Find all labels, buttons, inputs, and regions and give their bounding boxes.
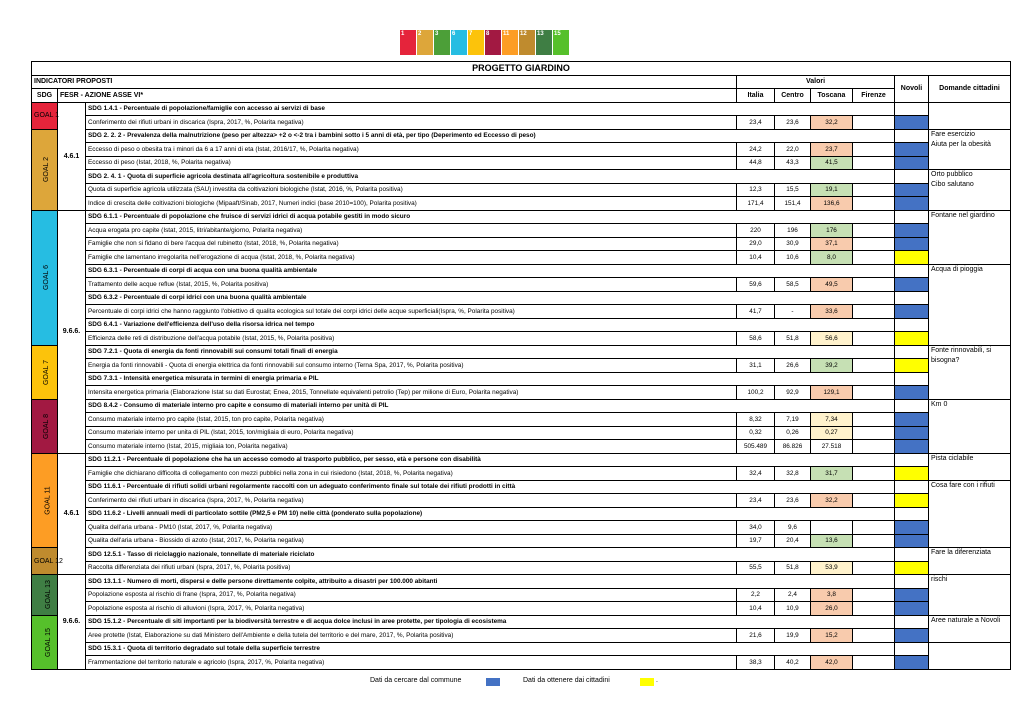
value-italia: 24,2 xyxy=(737,143,775,157)
novoli-cell xyxy=(895,264,929,278)
novoli-cell xyxy=(895,116,929,130)
value-firenze xyxy=(853,332,895,346)
indicator-label: Conferimento dei rifiuti urbani in discarica (Ispra, 2017, %, Polarita negativa) xyxy=(86,494,737,508)
value-italia: 12,3 xyxy=(737,183,775,197)
novoli-cell xyxy=(895,102,929,116)
value-toscana: 176 xyxy=(811,224,853,238)
goal-label: GOAL 15 xyxy=(44,627,52,657)
value-centro: 23,6 xyxy=(775,494,811,508)
sdg-target-row xyxy=(32,264,1011,278)
value-italia: 21,6 xyxy=(737,629,775,643)
indicator-row xyxy=(32,237,1011,251)
value-centro: 86.826 xyxy=(775,440,811,454)
goal-label: GOAL 7 xyxy=(43,359,51,385)
legend-yellow-swatch xyxy=(640,678,654,686)
value-centro: 23,6 xyxy=(775,116,811,130)
value-italia: 10,4 xyxy=(737,251,775,265)
indicator-label: Frammentazione del territorio naturale e agricolo (Ispra, 2017, %, Polarita negativa) xyxy=(86,656,737,670)
value-firenze xyxy=(853,386,895,400)
fesr-action-cell: 9.6.6. xyxy=(58,575,86,670)
indicator-label: Eccesso di peso o obesita tra i minori da 6 a 17 anni di eta (Istat, 2016/17, %, Polarita negativa) xyxy=(86,143,737,157)
novoli-cell xyxy=(895,561,929,575)
sdg-target-row xyxy=(32,615,1011,629)
sdg-target-row xyxy=(32,102,1011,116)
sdg-target-label: SDG 2. 4. 1 - Quota di superficie agricola destinata all'agricoltura sostenibile e produttiva xyxy=(86,170,895,184)
value-firenze xyxy=(853,467,895,481)
fesr-action-cell: 4.6.1 xyxy=(58,102,86,210)
goal-cell-g13 xyxy=(32,575,58,616)
sdg-tile-13: 13 xyxy=(536,30,552,55)
novoli-cell xyxy=(895,602,929,616)
indicator-label: Energia da fonti rinnovabili - Quota di energia elettrica da fonti rinnovabili sul consumo interno (Terna Spa, 2017, %, Polarita positiva) xyxy=(86,359,737,373)
novoli-cell xyxy=(895,345,929,359)
goal-cell-g2 xyxy=(32,129,58,210)
domanda-cittadini-cell: Fonte rinnovabili, si bisogna? xyxy=(929,345,1011,399)
novoli-cell xyxy=(895,372,929,386)
value-centro: 20,4 xyxy=(775,534,811,548)
novoli-cell xyxy=(895,251,929,265)
novoli-cell xyxy=(895,210,929,224)
domanda-cittadini-cell: Fontane nel giardino xyxy=(929,210,1011,264)
value-italia: 34,0 xyxy=(737,521,775,535)
novoli-cell xyxy=(895,399,929,413)
fesr-action-cell: 4.6.1 xyxy=(58,453,86,575)
indicator-label: Popolazione esposta al rischio di frane (Ispra, 2017, %, Polarita negativa) xyxy=(86,588,737,602)
indicator-label: Qualita dell'aria urbana - PM10 (Istat, 2017, %, Polarita negativa) xyxy=(86,521,737,535)
goal-cell-g8 xyxy=(32,399,58,453)
value-italia: 38,3 xyxy=(737,656,775,670)
table-title: PROGETTO GIARDINO xyxy=(32,62,1011,76)
value-firenze xyxy=(853,278,895,292)
novoli-cell xyxy=(895,521,929,535)
novoli-cell xyxy=(895,305,929,319)
novoli-cell xyxy=(895,453,929,467)
sdg-target-label: SDG 15.1.2 - Percentuale di siti importanti per la biodiversità terrestre e di acqua dolce inclusi in aree protette, per tipologia di ecosistema xyxy=(86,615,895,629)
value-italia: 505.489 xyxy=(737,440,775,454)
value-firenze xyxy=(853,116,895,130)
domanda-cittadini-cell: Fare esercizio Aiuta per la obesità xyxy=(929,129,1011,170)
value-centro: 10,9 xyxy=(775,602,811,616)
indicator-label: Quota di superficie agricola utilizzata (SAU) investita da coltivazioni biologiche (Istat, 2016, %, Polarita positiva) xyxy=(86,183,737,197)
value-toscana: 37,1 xyxy=(811,237,853,251)
novoli-cell xyxy=(895,156,929,170)
indicator-row xyxy=(32,224,1011,238)
indicator-label: Famiglie che non si fidano di bere l'acqua del rubinetto (Istat, 2018, %, Polarita negativa) xyxy=(86,237,737,251)
value-firenze xyxy=(853,561,895,575)
novoli-cell xyxy=(895,413,929,427)
header-firenze: Firenze xyxy=(853,89,895,103)
sdg-target-label: SDG 6.1.1 - Percentuale di popolazione che fruisce di servizi idrici di acqua potabile gestiti in modo sicuro xyxy=(86,210,895,224)
novoli-cell xyxy=(895,467,929,481)
value-italia: 44,8 xyxy=(737,156,775,170)
value-centro: 43,3 xyxy=(775,156,811,170)
indicator-row xyxy=(32,332,1011,346)
header-novoli: Novoli xyxy=(895,75,929,102)
value-firenze xyxy=(853,156,895,170)
value-firenze xyxy=(853,534,895,548)
value-centro: 151,4 xyxy=(775,197,811,211)
sdg-tile-11: 11 xyxy=(502,30,518,55)
domanda-cittadini-cell: rischi xyxy=(929,575,1011,616)
value-firenze xyxy=(853,359,895,373)
indicator-label: Consumo materiale interno pro capite (Istat, 2015, ton pro capite, Polarita negativa) xyxy=(86,413,737,427)
value-toscana: 33,6 xyxy=(811,305,853,319)
sdg-target-label: SDG 8.4.2 - Consumo di materiale interno pro capite e consumo di materiali interno per unità di PIL xyxy=(86,399,895,413)
value-toscana: 56,6 xyxy=(811,332,853,346)
novoli-cell xyxy=(895,332,929,346)
value-centro: 58,5 xyxy=(775,278,811,292)
novoli-cell xyxy=(895,575,929,589)
goal-label: GOAL 13 xyxy=(44,580,52,610)
value-centro: 51,8 xyxy=(775,561,811,575)
value-centro: 15,5 xyxy=(775,183,811,197)
value-italia: 23,4 xyxy=(737,494,775,508)
sdg-target-row xyxy=(32,507,1011,521)
sdg-target-row xyxy=(32,642,1011,656)
value-firenze xyxy=(853,656,895,670)
novoli-cell xyxy=(895,278,929,292)
sdg-target-row xyxy=(32,399,1011,413)
indicator-row xyxy=(32,440,1011,454)
header-toscana: Toscana xyxy=(811,89,853,103)
value-centro: 51,8 xyxy=(775,332,811,346)
indicator-label: Efficienza delle reti di distribuzione dell'acqua potabile (Istat, 2015, %, Polarita positiva) xyxy=(86,332,737,346)
novoli-cell xyxy=(895,548,929,562)
goal-label: GOAL 11 xyxy=(44,486,52,515)
goal-cell-g11 xyxy=(32,453,58,548)
value-firenze xyxy=(853,224,895,238)
novoli-cell xyxy=(895,426,929,440)
novoli-cell xyxy=(895,615,929,629)
goal-label: GOAL 12 xyxy=(34,557,63,565)
indicator-label: Consumo materiale interno per unita di PIL (Istat, 2015, ton/migliaia di euro, Polarita negativa) xyxy=(86,426,737,440)
sdg-icons-strip xyxy=(400,30,569,55)
value-italia: 8,32 xyxy=(737,413,775,427)
value-toscana: 49,5 xyxy=(811,278,853,292)
value-centro: 26,6 xyxy=(775,359,811,373)
value-italia: 2,2 xyxy=(737,588,775,602)
value-centro: 40,2 xyxy=(775,656,811,670)
sdg-target-row xyxy=(32,345,1011,359)
indicator-row xyxy=(32,116,1011,130)
indicator-label: Raccolta differenziata dei rifiuti urbani (Ispra, 2017, %, Polarita positiva) xyxy=(86,561,737,575)
value-toscana: 27.518 xyxy=(811,440,853,454)
value-centro: 30,9 xyxy=(775,237,811,251)
value-toscana: 8,0 xyxy=(811,251,853,265)
sdg-target-label: SDG 11.6.2 - Livelli annuali medi di particolato sottile (PM2,5 e PM 10) nelle città (ponderato sulla popolazione) xyxy=(86,507,895,521)
indicator-label: Indice di crescita delle coltivazioni biologiche (Mipaaft/Sinab, 2017, Numeri indici (base 2010=100), Polarita positiva) xyxy=(86,197,737,211)
value-centro: 0,26 xyxy=(775,426,811,440)
value-toscana: 53,9 xyxy=(811,561,853,575)
sdg-target-row xyxy=(32,129,1011,143)
value-firenze xyxy=(853,251,895,265)
indicator-row xyxy=(32,413,1011,427)
value-centro: 196 xyxy=(775,224,811,238)
goal-cell-g15 xyxy=(32,615,58,669)
sdg-tile-12: 12 xyxy=(519,30,535,55)
value-italia: 31,1 xyxy=(737,359,775,373)
sdg-tile-8: 8 xyxy=(485,30,501,55)
legend-blue-swatch xyxy=(486,678,500,686)
novoli-cell xyxy=(895,237,929,251)
value-italia: 29,0 xyxy=(737,237,775,251)
value-centro: - xyxy=(775,305,811,319)
domanda-cittadini-cell xyxy=(929,642,1011,669)
indicator-row xyxy=(32,588,1011,602)
novoli-cell xyxy=(895,170,929,184)
indicator-label: Acqua erogata pro capite (Istat, 2015, litri/abitante/giorno, Polarita negativa) xyxy=(86,224,737,238)
value-toscana: 42,0 xyxy=(811,656,853,670)
header-domande: Domande cittadini xyxy=(929,75,1011,102)
sdg-tile-1: 1 xyxy=(400,30,416,55)
sdg-target-row xyxy=(32,372,1011,386)
legend-cittadini-label: Dati da ottenere dai cittadini xyxy=(523,677,610,684)
sdg-tile-15: 15 xyxy=(553,30,569,55)
novoli-cell xyxy=(895,197,929,211)
value-italia: 220 xyxy=(737,224,775,238)
indicator-row xyxy=(32,467,1011,481)
indicator-row xyxy=(32,521,1011,535)
indicator-row xyxy=(32,197,1011,211)
value-toscana: 23,7 xyxy=(811,143,853,157)
value-centro: 2,4 xyxy=(775,588,811,602)
indicator-row xyxy=(32,426,1011,440)
value-italia: 55,5 xyxy=(737,561,775,575)
value-toscana: 41,5 xyxy=(811,156,853,170)
value-firenze xyxy=(853,426,895,440)
novoli-cell xyxy=(895,359,929,373)
sdg-target-row xyxy=(32,210,1011,224)
value-toscana: 7,34 xyxy=(811,413,853,427)
sdg-target-row xyxy=(32,170,1011,184)
domanda-cittadini-cell: Acqua di pioggia xyxy=(929,264,1011,345)
sdg-target-row xyxy=(32,318,1011,332)
header-fesr: FESR - AZIONE ASSE VI* xyxy=(58,89,737,103)
domanda-cittadini-cell: Cosa fare con i rifiuti xyxy=(929,480,1011,548)
indicator-label: Intensita energetica primaria (Elaborazione Istat su dati Eurostat; Enea, 2015, Tonnellate equivalenti petrolio (Tep) per milione di Euro, Polarita negativa) xyxy=(86,386,737,400)
indicator-row xyxy=(32,359,1011,373)
indicator-row xyxy=(32,629,1011,643)
value-centro: 10,6 xyxy=(775,251,811,265)
value-toscana: 31,7 xyxy=(811,467,853,481)
indicator-row xyxy=(32,602,1011,616)
value-toscana: 32,2 xyxy=(811,116,853,130)
novoli-cell xyxy=(895,629,929,643)
value-toscana: 13,6 xyxy=(811,534,853,548)
novoli-cell xyxy=(895,656,929,670)
novoli-cell xyxy=(895,494,929,508)
legend-dot: . xyxy=(656,677,658,684)
domanda-cittadini-cell: Pista ciclabile xyxy=(929,453,1011,480)
value-toscana: 0,27 xyxy=(811,426,853,440)
indicator-label: Popolazione esposta al rischio di alluvioni (Ispra, 2017, %, Polarita negativa) xyxy=(86,602,737,616)
goal-cell-g7 xyxy=(32,345,58,399)
value-toscana: 32,2 xyxy=(811,494,853,508)
value-italia: 59,6 xyxy=(737,278,775,292)
sdg-target-label: SDG 11.6.1 - Percentuale di rifiuti solidi urbani regolarmente raccolti con un adeguato conferimento finale sul totale dei rifiuti prodotti in città xyxy=(86,480,895,494)
indicators-table xyxy=(31,61,1011,670)
indicator-label: Aree protette (Istat, Elaborazione su dati Ministero dell'Ambiente e della tutela del territorio e del mare, 2017, %, Polarita positiva) xyxy=(86,629,737,643)
value-italia: 19,7 xyxy=(737,534,775,548)
indicator-row xyxy=(32,305,1011,319)
indicator-row xyxy=(32,278,1011,292)
value-toscana: 39,2 xyxy=(811,359,853,373)
indicator-row xyxy=(32,561,1011,575)
value-toscana: 15,2 xyxy=(811,629,853,643)
value-centro: 9,6 xyxy=(775,521,811,535)
sdg-target-row xyxy=(32,480,1011,494)
indicator-label: Trattamento delle acque reflue (Istat, 2015, %, Polarita positiva) xyxy=(86,278,737,292)
indicator-row xyxy=(32,251,1011,265)
novoli-cell xyxy=(895,588,929,602)
indicator-label: Qualita dell'aria urbana - Biossido di azoto (Istat, 2017, %, Polarita negativa) xyxy=(86,534,737,548)
sdg-target-row xyxy=(32,291,1011,305)
value-italia: 23,4 xyxy=(737,116,775,130)
value-italia: 171,4 xyxy=(737,197,775,211)
indicator-label: Conferimento dei rifiuti urbani in discarica (Ispra, 2017, %, Polarita negativa) xyxy=(86,116,737,130)
value-toscana: 19,1 xyxy=(811,183,853,197)
value-centro: 7,19 xyxy=(775,413,811,427)
sdg-target-label: SDG 12.5.1 - Tasso di riciclaggio nazionale, tonnellate di materiale riciclato xyxy=(86,548,895,562)
value-firenze xyxy=(853,183,895,197)
novoli-cell xyxy=(895,143,929,157)
indicator-row xyxy=(32,143,1011,157)
value-centro: 92,9 xyxy=(775,386,811,400)
novoli-cell xyxy=(895,480,929,494)
indicator-row xyxy=(32,156,1011,170)
domanda-cittadini-cell: Fare la diferenziata xyxy=(929,548,1011,575)
value-centro: 22,0 xyxy=(775,143,811,157)
novoli-cell xyxy=(895,534,929,548)
goal-label: GOAL 6 xyxy=(43,264,51,291)
sdg-target-label: SDG 6.4.1 - Variazione dell'efficienza dell'uso della risorsa idrica nel tempo xyxy=(86,318,895,332)
sdg-target-label: SDG 13.1.1 - Numero di morti, dispersi e delle persone direttamente colpite, attribuito a disastri per 100.000 abitanti xyxy=(86,575,895,589)
sdg-target-label: SDG 2. 2. 2 - Prevalenza della malnutrizione (peso per altezza> +2 o <-2 tra i bambini sotto i 5 anni di età, per tipo (Deperimento ed Eccesso di peso) xyxy=(86,129,895,143)
novoli-cell xyxy=(895,386,929,400)
goal-cell-g1 xyxy=(32,102,58,129)
value-firenze xyxy=(853,602,895,616)
sdg-target-label: SDG 7.2.1 - Quota di energia da fonti rinnovabili sui consumi totali finali di energia xyxy=(86,345,895,359)
value-italia: 32,4 xyxy=(737,467,775,481)
value-toscana: 129,1 xyxy=(811,386,853,400)
sdg-target-label: SDG 7.3.1 - Intensità energetica misurata in termini di energia primaria e PIL xyxy=(86,372,895,386)
sdg-target-label: SDG 1.4.1 - Percentuale di popolazione/famiglie con accesso ai servizi di base xyxy=(86,102,895,116)
value-italia: 100,2 xyxy=(737,386,775,400)
sdg-target-row xyxy=(32,575,1011,589)
value-toscana: 136,6 xyxy=(811,197,853,211)
goal-cell-g6 xyxy=(32,210,58,345)
domanda-cittadini-cell xyxy=(929,102,1011,129)
goal-label: GOAL 2 xyxy=(43,156,51,183)
sdg-tile-2: 2 xyxy=(417,30,433,55)
goal-label: GOAL 1 xyxy=(34,112,60,119)
goal-cell-g12 xyxy=(32,548,63,575)
sdg-target-label: SDG 11.2.1 - Percentuale di popolazione che ha un accesso comodo al trasporto pubblico, per sesso, età e persone con disabilità xyxy=(86,453,895,467)
sdg-tile-7: 7 xyxy=(468,30,484,55)
novoli-cell xyxy=(895,183,929,197)
value-firenze xyxy=(853,521,895,535)
value-toscana: 3,8 xyxy=(811,588,853,602)
novoli-cell xyxy=(895,507,929,521)
sdg-target-label: SDG 6.3.1 - Percentuale di corpi di acqua con una buona qualità ambientale xyxy=(86,264,895,278)
indicator-label: Famiglie che dichiarano difficolta di collegamento con mezzi pubblici nella zona in cui risiedono (Istat, 2018, %, Polarita negativa) xyxy=(86,467,737,481)
goal-label: GOAL 8 xyxy=(43,413,51,439)
value-firenze xyxy=(853,494,895,508)
header-sdg: SDG xyxy=(32,89,58,103)
value-firenze xyxy=(853,197,895,211)
novoli-cell xyxy=(895,291,929,305)
indicator-label: Consumo materiale interno (Istat, 2015, migliaia ton, Polarita negativa) xyxy=(86,440,737,454)
value-firenze xyxy=(853,305,895,319)
domanda-cittadini-cell: Orto pubblico Cibo salutano xyxy=(929,170,1011,211)
value-italia: 0,32 xyxy=(737,426,775,440)
header-italia: Italia xyxy=(737,89,775,103)
value-toscana xyxy=(811,521,853,535)
novoli-cell xyxy=(895,129,929,143)
header-valori: Valori xyxy=(737,75,895,89)
indicator-label: Eccesso di peso (Istat, 2018, %, Polarita negativa) xyxy=(86,156,737,170)
value-centro: 32,8 xyxy=(775,467,811,481)
header-centro: Centro xyxy=(775,89,811,103)
value-firenze xyxy=(853,413,895,427)
indicator-row xyxy=(32,494,1011,508)
value-italia: 41,7 xyxy=(737,305,775,319)
indicator-label: Famiglie che lamentano irregolarita nell'erogazione di acqua (Istat, 2018, %, Polarita negativa) xyxy=(86,251,737,265)
legend-comune-label: Dati da cercare dal commune xyxy=(370,677,462,684)
indicator-row xyxy=(32,534,1011,548)
value-firenze xyxy=(853,143,895,157)
value-toscana: 26,0 xyxy=(811,602,853,616)
sdg-tile-6: 6 xyxy=(451,30,467,55)
indicator-row xyxy=(32,386,1011,400)
novoli-cell xyxy=(895,440,929,454)
value-centro: 19,9 xyxy=(775,629,811,643)
sdg-tile-3: 3 xyxy=(434,30,450,55)
sdg-target-row xyxy=(32,548,1011,562)
novoli-cell xyxy=(895,318,929,332)
indicator-row xyxy=(32,656,1011,670)
indicator-row xyxy=(32,183,1011,197)
value-firenze xyxy=(853,237,895,251)
fesr-action-cell: 9.6.6. xyxy=(58,210,86,453)
value-italia: 58,6 xyxy=(737,332,775,346)
sdg-target-label: SDG 15.3.1 - Quota di territorio degradato sul totale della superficie terrestre xyxy=(86,642,895,656)
value-firenze xyxy=(853,629,895,643)
sdg-target-label: SDG 6.3.2 - Percentuale di corpi idrici con una buona qualità ambientale xyxy=(86,291,895,305)
domanda-cittadini-cell: Aree naturale a Novoli xyxy=(929,615,1011,642)
novoli-cell xyxy=(895,224,929,238)
indicator-label: Percentuale di corpi idrici che hanno raggiunto l'obiettivo di qualita ecologica sul totale dei corpi idrici delle acque superficiali(Ispra, %, Polarita positiva) xyxy=(86,305,737,319)
value-italia: 10,4 xyxy=(737,602,775,616)
sdg-target-row xyxy=(32,453,1011,467)
value-firenze xyxy=(853,440,895,454)
value-firenze xyxy=(853,588,895,602)
novoli-cell xyxy=(895,642,929,656)
domanda-cittadini-cell: Km 0 xyxy=(929,399,1011,453)
header-indicatori: INDICATORI PROPOSTI xyxy=(32,75,737,89)
